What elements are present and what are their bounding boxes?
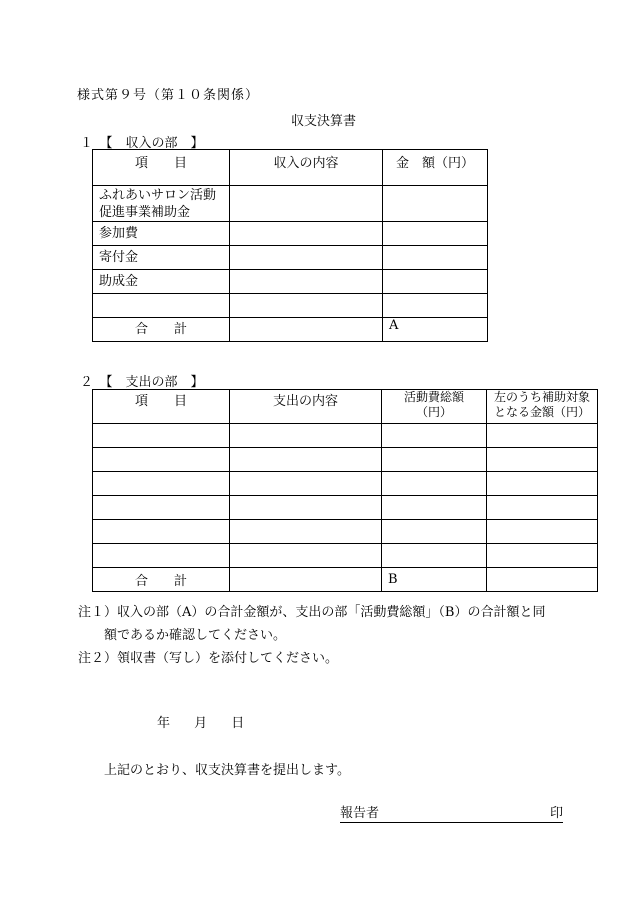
income-col-item: 項 目 [93, 150, 230, 186]
expense-item-cell[interactable] [93, 424, 230, 448]
income-content-cell[interactable] [230, 294, 383, 318]
expense-col-item: 項 目 [93, 390, 230, 424]
expense-total-mark: B [382, 568, 487, 592]
expense-table [92, 389, 598, 592]
expense-item-cell[interactable] [93, 472, 230, 496]
expense-item-cell[interactable] [93, 448, 230, 472]
income-item-cell: 寄付金 [93, 246, 230, 270]
income-row [93, 246, 488, 270]
expense-header-row [93, 390, 598, 424]
expense-subsidy-cell[interactable] [487, 424, 598, 448]
expense-row [93, 448, 598, 472]
document-title: 収支決算書 [291, 114, 357, 129]
expense-subsidy-cell[interactable] [487, 496, 598, 520]
expense-section-label: ２ 【 支出の部 】 [80, 375, 204, 390]
expense-content-cell[interactable] [230, 544, 382, 568]
expense-total-content-cell [230, 568, 382, 592]
expense-subsidy-cell[interactable] [487, 472, 598, 496]
income-amount-cell[interactable] [383, 270, 488, 294]
expense-subsidy-cell[interactable] [487, 544, 598, 568]
expense-content-cell[interactable] [230, 448, 382, 472]
income-row [93, 186, 488, 222]
expense-total-subsidy-cell [487, 568, 598, 592]
income-row [93, 222, 488, 246]
expense-col-total: 活動費総額（円） [382, 390, 487, 424]
income-content-cell[interactable] [230, 270, 383, 294]
income-row [93, 270, 488, 294]
income-col-amount: 金 額（円） [383, 150, 488, 186]
expense-content-cell[interactable] [230, 520, 382, 544]
note-2: 注２）領収書（写し）を添付してください。 [78, 651, 339, 666]
form-number: 様式第９号（第１０条関係） [77, 88, 260, 103]
expense-item-cell[interactable] [93, 520, 230, 544]
reporter-line [340, 802, 563, 823]
income-amount-cell[interactable] [383, 222, 488, 246]
note-1: 注１）収入の部（A）の合計金額が、支出の部「活動費総額」（B）の合計額と同 [78, 605, 546, 620]
expense-item-cell[interactable] [93, 544, 230, 568]
date-line: 年 月 日 [157, 716, 245, 731]
expense-subsidy-cell[interactable] [487, 448, 598, 472]
income-col-content: 収入の内容 [230, 150, 383, 186]
income-content-cell[interactable] [230, 246, 383, 270]
income-table [92, 149, 488, 342]
expense-total-cell[interactable] [382, 424, 487, 448]
note-1-continued: 額であるか確認してください。 [104, 628, 287, 643]
expense-total-cell[interactable] [382, 472, 487, 496]
income-content-cell[interactable] [230, 186, 383, 222]
expense-row [93, 496, 598, 520]
income-content-cell[interactable] [230, 222, 383, 246]
expense-row [93, 424, 598, 448]
income-total-content-cell [230, 318, 383, 342]
expense-total-label: 合 計 [93, 568, 230, 592]
income-row [93, 294, 488, 318]
expense-total-cell[interactable] [382, 520, 487, 544]
expense-content-cell[interactable] [230, 496, 382, 520]
seal-mark: 印 [549, 806, 563, 821]
expense-total-cell[interactable] [382, 496, 487, 520]
income-total-mark: A [383, 318, 488, 342]
expense-col-content: 支出の内容 [230, 390, 382, 424]
income-item-cell: 助成金 [93, 270, 230, 294]
income-item-cell: ふれあいサロン活動促進事業補助金 [93, 186, 230, 222]
expense-total-row [93, 568, 598, 592]
reporter-label: 報告者 [340, 806, 380, 821]
expense-subsidy-cell[interactable] [487, 520, 598, 544]
expense-col-subsidy: 左のうち補助対象となる金額（円） [487, 390, 598, 424]
income-total-row [93, 318, 488, 342]
income-amount-cell[interactable] [383, 246, 488, 270]
expense-content-cell[interactable] [230, 472, 382, 496]
income-amount-cell[interactable] [383, 294, 488, 318]
expense-item-cell[interactable] [93, 496, 230, 520]
income-total-label: 合 計 [93, 318, 230, 342]
expense-content-cell[interactable] [230, 424, 382, 448]
expense-row [93, 472, 598, 496]
expense-row [93, 544, 598, 568]
income-amount-cell[interactable] [383, 186, 488, 222]
expense-total-cell[interactable] [382, 448, 487, 472]
income-header-row [93, 150, 488, 186]
income-item-cell: 参加費 [93, 222, 230, 246]
declaration-text: 上記のとおり、収支決算書を提出します。 [104, 763, 350, 778]
expense-row [93, 520, 598, 544]
expense-total-cell[interactable] [382, 544, 487, 568]
income-section-label: １ 【 収入の部 】 [80, 136, 204, 151]
income-item-cell [93, 294, 230, 318]
